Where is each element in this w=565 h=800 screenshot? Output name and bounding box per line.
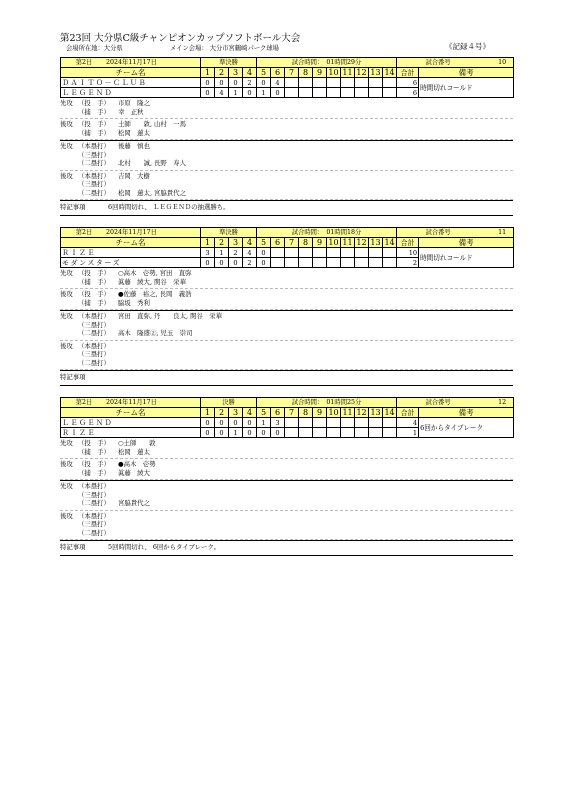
inning-header: 6 (271, 408, 285, 418)
inning-header: 13 (370, 407, 381, 417)
battery-line (60, 469, 513, 478)
inning-score: 1 (229, 88, 243, 98)
hit-line (60, 321, 513, 330)
hit-line (60, 342, 513, 351)
player-names: 宮脇貴代之 (118, 499, 150, 507)
inning-score: 2 (243, 258, 257, 268)
battery-group (60, 289, 513, 310)
hits-section (60, 481, 513, 541)
inning-score (355, 248, 369, 258)
position-label: （捕 手） (78, 107, 110, 116)
inning-score (383, 418, 397, 428)
side-label: 後攻 (60, 171, 73, 180)
game-number: 試合番号 12 (397, 398, 514, 408)
inning-score: 4 (271, 78, 285, 88)
hit-type-label: （二塁打） (78, 188, 110, 197)
player-names: 市原 隆之 (118, 99, 150, 107)
position-label: （投 手） (78, 460, 110, 468)
inning-score: 0 (243, 88, 257, 98)
side-label: 先攻 (60, 269, 73, 277)
main-venue: メイン会場： 大分市宮鶴崎パーク球場 (170, 45, 279, 52)
player-names: 北村 誠, 長野 寿人 (118, 159, 186, 167)
player-names: ○土師 敦 (118, 439, 156, 447)
inning-score: 0 (215, 78, 229, 88)
team-name: ＲＩＺＥ (61, 428, 201, 438)
side-label: 先攻 (60, 142, 73, 150)
total-score: 2 (397, 258, 419, 268)
hits-section (60, 311, 513, 371)
special-notes (60, 201, 513, 216)
remarks-header: 備考 (419, 408, 514, 418)
inning-score: 0 (257, 428, 271, 438)
special-notes (60, 541, 513, 556)
battery-line (60, 278, 513, 287)
scoreboard (60, 227, 514, 268)
hit-line (60, 350, 513, 359)
inning-header: 12 (356, 237, 367, 247)
inning-score: 0 (257, 248, 271, 258)
hit-line (60, 499, 513, 508)
inning-score (355, 88, 369, 98)
hits-section (60, 141, 513, 201)
player-names: 松岡 蓮太, 宮脇貴代之 (118, 188, 186, 197)
hit-line (60, 172, 513, 181)
inning-header: 5 (257, 238, 271, 248)
inning-score (299, 258, 313, 268)
inning-score (285, 248, 299, 258)
hit-type-label: （二塁打） (78, 329, 110, 337)
total-score: 6 (397, 78, 419, 88)
inning-header: 3 (229, 68, 243, 78)
inning-header: 5 (257, 408, 271, 418)
hit-type-label: （三塁打） (78, 350, 110, 358)
game-round: 決勝 (201, 398, 257, 408)
battery-line (60, 460, 513, 469)
player-names: ●佐藤 裕之, 長岡 義浩 (118, 290, 192, 298)
inning-header: 14 (384, 237, 395, 247)
game-time: 試合時間： 01時間18分 (257, 228, 397, 238)
inning-score (369, 88, 383, 98)
hits-group (60, 511, 513, 541)
inning-score (313, 258, 327, 268)
batteries-section (60, 268, 513, 311)
battery-group (60, 119, 513, 140)
total-header: 合計 (397, 408, 419, 418)
inning-header: 2 (215, 68, 229, 78)
hits-group (60, 141, 513, 171)
inning-score (355, 418, 369, 428)
battery-line (60, 290, 513, 299)
inning-score (341, 258, 355, 268)
inning-score: 0 (201, 258, 215, 268)
hit-type-label: （二塁打） (78, 528, 110, 537)
hit-line (60, 520, 513, 529)
inning-header: 3 (229, 408, 243, 418)
inning-score (327, 78, 341, 88)
hits-group (60, 171, 513, 201)
hit-line (60, 151, 513, 160)
total-score: 4 (397, 418, 419, 428)
hit-type-label: （本塁打） (78, 511, 110, 520)
inning-header: 9 (313, 408, 327, 418)
inning-score (355, 428, 369, 438)
inning-header: 11 (342, 237, 353, 247)
hit-line (60, 512, 513, 521)
inning-score (369, 418, 383, 428)
team-name-header: チーム名 (61, 408, 201, 418)
inning-score: 0 (257, 258, 271, 268)
team-name: ＤＡＩＴＯ－ＣＬＵＢ (61, 78, 201, 88)
total-score: 1 (397, 428, 419, 438)
inning-score: 0 (229, 258, 243, 268)
game-number: 試合番号 10 (397, 58, 514, 68)
inning-score: 0 (229, 78, 243, 88)
inning-score: 1 (215, 248, 229, 258)
player-names: 眞藤 綾大, 関谷 栄華 (118, 277, 186, 286)
side-label: 後攻 (60, 460, 73, 468)
hits-group (60, 341, 513, 371)
total-header: 合計 (397, 238, 419, 248)
inning-header: 11 (342, 67, 353, 77)
game-remark: 時間切れコールド (419, 78, 514, 98)
inning-header: 8 (299, 68, 313, 78)
game-number: 試合番号 11 (397, 228, 514, 238)
inning-score (327, 88, 341, 98)
side-label: 後攻 (60, 341, 73, 350)
inning-score: 2 (243, 78, 257, 88)
total-header: 合計 (397, 68, 419, 78)
inning-header: 1 (201, 238, 215, 248)
hit-line (60, 142, 513, 151)
inning-score: 0 (271, 428, 285, 438)
inning-header: 10 (328, 407, 339, 417)
hit-type-label: （本塁打） (78, 482, 110, 490)
inning-score (327, 248, 341, 258)
inning-score (285, 78, 299, 88)
inning-score (355, 258, 369, 268)
hit-type-label: （三塁打） (78, 490, 110, 499)
inning-score (341, 418, 355, 428)
inning-score (285, 258, 299, 268)
battery-line (60, 120, 513, 129)
game-time: 試合時間： 01時間25分 (257, 398, 397, 408)
inning-score (285, 88, 299, 98)
inning-score: 1 (257, 88, 271, 98)
hit-line (60, 312, 513, 321)
venue-location: 会場所在地：大分県 (66, 45, 123, 52)
inning-score: 0 (257, 78, 271, 88)
team-row (61, 418, 514, 428)
notes-label: 特記事項 (60, 373, 86, 381)
battery-line (60, 269, 513, 278)
inning-score: 0 (243, 428, 257, 438)
battery-group (60, 438, 513, 459)
player-names: 脇坂 秀利 (118, 298, 150, 307)
battery-group (60, 98, 513, 119)
player-names: 宮田 直弥, 丹 良太, 関谷 栄華 (118, 312, 222, 320)
player-names: 吉岡 大樹 (118, 171, 150, 180)
inning-score: 0 (201, 428, 215, 438)
inning-score (383, 428, 397, 438)
position-label: （投 手） (78, 269, 110, 277)
inning-score: 0 (215, 258, 229, 268)
inning-header: 8 (299, 238, 313, 248)
inning-header: 12 (356, 407, 367, 417)
inning-header: 13 (370, 67, 381, 77)
inning-header: 6 (271, 238, 285, 248)
inning-score (341, 248, 355, 258)
inning-score: 0 (215, 428, 229, 438)
battery-line (60, 129, 513, 138)
notes-text: 6回時間切れ、 ＬＥＧＥＮＤの抽選勝ち。 (108, 203, 230, 211)
game-record (60, 227, 513, 386)
hit-type-label: （二塁打） (78, 499, 110, 507)
inning-score: 2 (229, 248, 243, 258)
scoreboard (60, 397, 514, 438)
battery-line (60, 448, 513, 457)
inning-header: 14 (384, 67, 395, 77)
team-name: ＲＩＺＥ (61, 248, 201, 258)
hit-type-label: （本塁打） (78, 312, 110, 320)
inning-header: 8 (299, 408, 313, 418)
position-label: （投 手） (78, 439, 110, 447)
inning-score (341, 78, 355, 88)
batteries-section (60, 98, 513, 141)
hit-type-label: （本塁打） (78, 142, 110, 150)
team-row (61, 78, 514, 88)
hit-line (60, 180, 513, 189)
inning-score: 3 (201, 248, 215, 258)
inning-score (383, 88, 397, 98)
notes-label: 特記事項 (60, 203, 86, 211)
inning-header: 12 (356, 67, 367, 77)
player-names: ○高木 壱勢, 宮田 直弥 (118, 269, 192, 277)
inning-score (299, 248, 313, 258)
inning-score (313, 88, 327, 98)
inning-score (285, 428, 299, 438)
notes-label: 特記事項 (60, 543, 86, 551)
hit-type-label: （本塁打） (78, 171, 110, 180)
position-label: （捕 手） (78, 447, 110, 456)
team-name-header: チーム名 (61, 238, 201, 248)
game-day-date: 第2日 2024年11月17日 (61, 398, 201, 408)
inning-header: 4 (243, 68, 257, 78)
position-label: （捕 手） (78, 468, 110, 477)
inning-score (369, 78, 383, 88)
inning-score (313, 248, 327, 258)
total-score: 10 (397, 248, 419, 258)
inning-score (383, 258, 397, 268)
inning-score: 0 (229, 418, 243, 428)
player-names: 幸 正秋 (118, 107, 144, 116)
document-title: 第23回 大分県C級チャンピオンカップソフトボール大会 (60, 33, 301, 44)
inning-score (313, 78, 327, 88)
team-name-header: チーム名 (61, 68, 201, 78)
inning-header: 2 (215, 238, 229, 248)
inning-score (313, 428, 327, 438)
inning-score (299, 428, 313, 438)
inning-score: 1 (229, 428, 243, 438)
game-record (60, 397, 513, 556)
inning-score: 0 (271, 88, 285, 98)
inning-header: 10 (328, 67, 339, 77)
position-label: （捕 手） (78, 298, 110, 307)
inning-score (383, 248, 397, 258)
player-names: ●高木 壱勢 (118, 460, 156, 468)
side-label: 先攻 (60, 312, 73, 320)
inning-header: 4 (243, 238, 257, 248)
game-day-date: 第2日 2024年11月17日 (61, 58, 201, 68)
inning-score: 3 (271, 418, 285, 428)
inning-score (299, 78, 313, 88)
inning-score (299, 418, 313, 428)
hit-line (60, 359, 513, 368)
hit-type-label: （三塁打） (78, 320, 110, 329)
batteries-section (60, 438, 513, 481)
special-notes (60, 371, 513, 386)
hit-line (60, 189, 513, 198)
inning-score (369, 258, 383, 268)
battery-group (60, 459, 513, 480)
inning-score (369, 428, 383, 438)
remarks-header: 備考 (419, 68, 514, 78)
inning-score: 4 (243, 248, 257, 258)
position-label: （投 手） (78, 290, 110, 298)
inning-header: 1 (201, 68, 215, 78)
side-label: 先攻 (60, 439, 73, 447)
inning-score: 0 (201, 78, 215, 88)
side-label: 後攻 (60, 120, 73, 128)
position-label: （捕 手） (78, 277, 110, 286)
inning-header: 7 (285, 408, 299, 418)
battery-line (60, 99, 513, 108)
notes-text: 5回時間切れ、 6回からタイブレーク。 (108, 543, 220, 551)
battery-line (60, 108, 513, 117)
remarks-header: 備考 (419, 238, 514, 248)
hit-type-label: （二塁打） (78, 159, 110, 167)
team-name: モダンスターズ (61, 258, 201, 268)
inning-header: 9 (313, 238, 327, 248)
game-round: 準決勝 (201, 228, 257, 238)
battery-line (60, 299, 513, 308)
inning-header: 10 (328, 237, 339, 247)
hit-line (60, 529, 513, 538)
inning-score: 0 (201, 88, 215, 98)
inning-header: 6 (271, 68, 285, 78)
game-record (60, 57, 513, 216)
inning-header: 4 (243, 408, 257, 418)
inning-header: 7 (285, 238, 299, 248)
side-label: 先攻 (60, 99, 73, 107)
inning-score: 0 (243, 418, 257, 428)
player-names: 松岡 蓮太 (118, 447, 150, 456)
hits-group (60, 481, 513, 511)
inning-score: 0 (201, 418, 215, 428)
inning-score (327, 428, 341, 438)
inning-score (271, 258, 285, 268)
inning-score (313, 418, 327, 428)
inning-score (299, 88, 313, 98)
hit-type-label: （三塁打） (78, 520, 110, 528)
position-label: （捕 手） (78, 128, 110, 137)
inning-header: 3 (229, 238, 243, 248)
hit-line (60, 159, 513, 168)
hit-type-label: （本塁打） (78, 341, 110, 350)
inning-score (341, 88, 355, 98)
player-names: 松岡 蓮太 (118, 128, 150, 137)
side-label: 先攻 (60, 482, 73, 490)
record-number: 《記録４号》 (445, 42, 490, 51)
game-remark: 6回からタイブレーク (419, 418, 514, 438)
player-names: 眞藤 綾大 (118, 468, 150, 477)
game-day-date: 第2日 2024年11月17日 (61, 228, 201, 238)
hit-type-label: （三塁打） (78, 180, 110, 188)
inning-header: 13 (370, 237, 381, 247)
inning-score (327, 418, 341, 428)
team-row (61, 248, 514, 258)
inning-header: 5 (257, 68, 271, 78)
inning-score (383, 78, 397, 88)
hit-type-label: （二塁打） (78, 358, 110, 367)
game-remark: 時間切れコールド (419, 248, 514, 268)
scoreboard (60, 57, 514, 98)
player-names: 土師 敦, 山村 一馬 (118, 120, 186, 128)
inning-score (327, 258, 341, 268)
position-label: （投 手） (78, 120, 110, 128)
player-names: 後藤 慎也 (118, 142, 150, 150)
hit-line (60, 491, 513, 500)
inning-score: 1 (257, 418, 271, 428)
inning-score (369, 248, 383, 258)
side-label: 後攻 (60, 290, 73, 298)
inning-header: 11 (342, 407, 353, 417)
game-round: 準決勝 (201, 58, 257, 68)
hits-group (60, 311, 513, 341)
team-name: ＬＥＧＥＮＤ (61, 88, 201, 98)
hit-line (60, 482, 513, 491)
battery-group (60, 268, 513, 289)
total-score: 6 (397, 88, 419, 98)
inning-header: 14 (384, 407, 395, 417)
inning-header: 9 (313, 68, 327, 78)
side-label: 後攻 (60, 511, 73, 520)
inning-header: 2 (215, 408, 229, 418)
inning-score: 0 (215, 418, 229, 428)
team-name: ＬＥＧＥＮＤ (61, 418, 201, 428)
hit-line (60, 329, 513, 338)
inning-header: 1 (201, 408, 215, 418)
player-names: 高木 隆盛②, 児玉 崇司 (118, 329, 193, 337)
inning-score (341, 428, 355, 438)
inning-header: 7 (285, 68, 299, 78)
game-time: 試合時間： 01時間29分 (257, 58, 397, 68)
inning-score (355, 78, 369, 88)
inning-score (271, 248, 285, 258)
hit-type-label: （三塁打） (78, 150, 110, 159)
battery-line (60, 439, 513, 448)
inning-score (285, 418, 299, 428)
position-label: （投 手） (78, 99, 110, 107)
inning-score: 4 (215, 88, 229, 98)
